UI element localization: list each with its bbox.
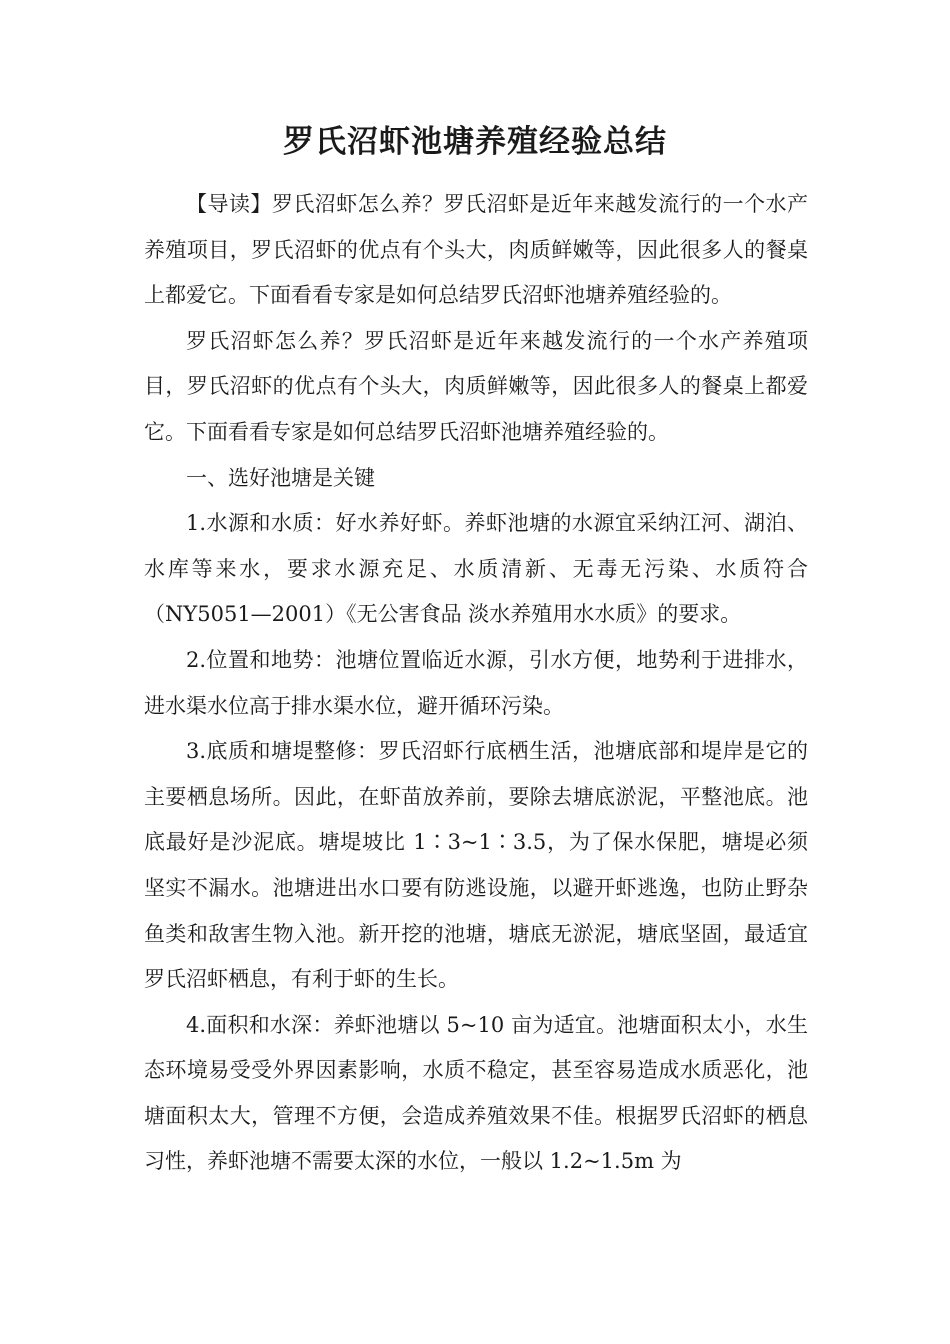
body-paragraph: 罗氏沼虾怎么养？罗氏沼虾是近年来越发流行的一个水产养殖项目，罗氏沼虾的优点有个头大，肉质鲜嫩等，因此很多人的餐桌上都爱它。下面看看专家是如何总结罗氏沼虾池塘养殖经验的。 — [144, 328, 808, 444]
body-paragraph: 2.位置和地势：池塘位置临近水源，引水方便，地势利于进排水，进水渠水位高于排水渠水位，避开循环污染。 — [144, 647, 808, 718]
document-body — [144, 182, 808, 1185]
section-heading: 一、选好池塘是关键 — [186, 465, 375, 490]
document-title: 罗氏沼虾池塘养殖经验总结 — [283, 124, 667, 160]
body-paragraph: 4.面积和水深：养虾池塘以 5~10 亩为适宜。池塘面积太小，水生态环境易受受外界因素影响，水质不稳定，甚至容易造成水质恶化，池塘面积太大，管理不方便，会造成养殖效果不佳。根据罗氏沼虾的栖息习性，养虾池塘不需要太深的水位，一般以 1.2~1.5m 为 — [144, 1012, 808, 1174]
body-paragraph: 3.底质和塘堤整修：罗氏沼虾行底栖生活，池塘底部和堤岸是它的主要栖息场所。因此，在虾苗放养前，要除去塘底淤泥，平整池底。池底最好是沙泥底。塘堤坡比 1∶3~1∶3.5，为了保水保肥，塘堤必须坚实不漏水。池塘进出水口要有防逃设施，以避开虾逃逸，也防止野杂鱼类和敌害生物入池。新开挖的池塘，塘底无淤泥，塘底坚固，最适宜罗氏沼虾栖息，有利于虾的生长。 — [144, 739, 808, 992]
intro-paragraph: 【导读】罗氏沼虾怎么养？罗氏沼虾是近年来越发流行的一个水产养殖项目，罗氏沼虾的优点有个头大，肉质鲜嫩等，因此很多人的餐桌上都爱它。下面看看专家是如何总结罗氏沼虾池塘养殖经验的。 — [144, 192, 808, 308]
body-paragraph: 1.水源和水质：好水养好虾。养虾池塘的水源宜采纳江河、湖泊、水库等来水，要求水源充足、水质清新、无毒无污染、水质符合（NY5051—2001）《无公害食品 淡水养殖用水水质》的要求。 — [144, 511, 808, 627]
